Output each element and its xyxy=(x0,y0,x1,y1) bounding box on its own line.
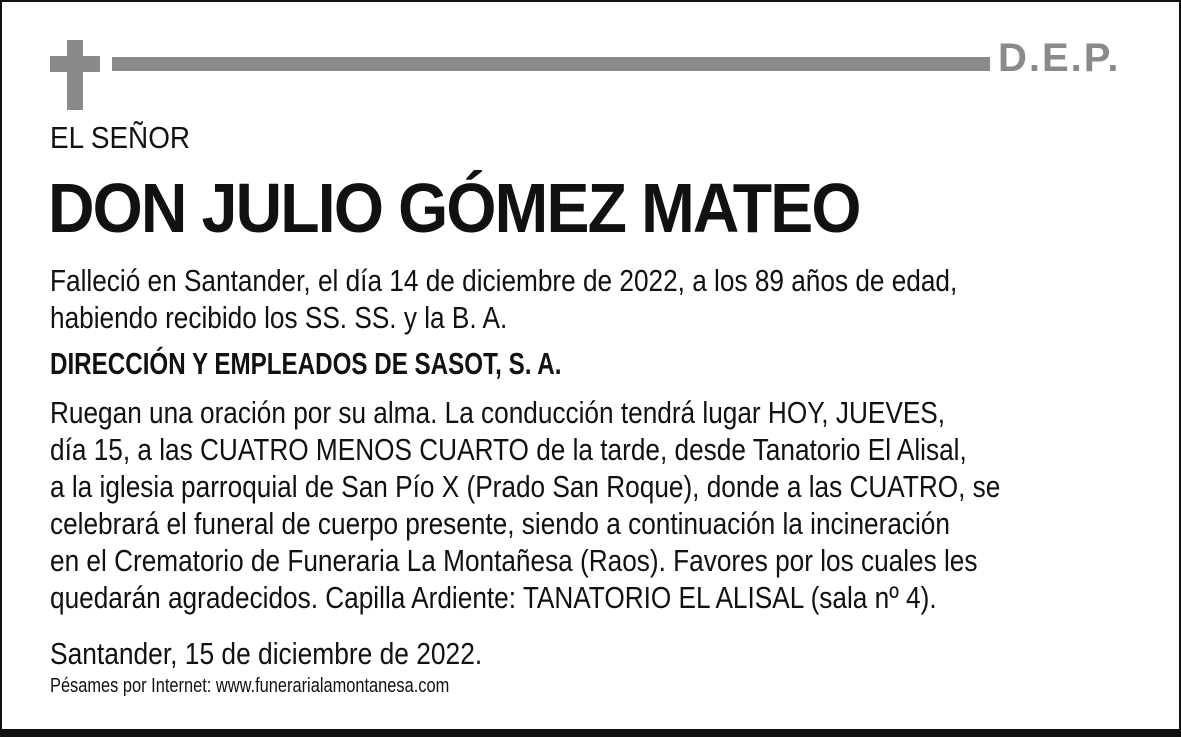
intro-line: Falleció en Santander, el día 14 de diciembre de 2022, a los 89 años de edad, xyxy=(50,263,958,298)
header-rule xyxy=(112,57,990,71)
honorific: EL SEÑOR xyxy=(50,120,191,155)
dep-label: D.E.P. xyxy=(998,36,1121,80)
body-line: celebrará el funeral de cuerpo presente, siendo a continuación la incineración xyxy=(50,506,950,541)
body-line: a la iglesia parroquial de San Pío X (Prado San Roque), donde a las CUATRO, se xyxy=(50,469,1001,504)
body-line: quedarán agradecidos. Capilla Ardiente: TANATORIO EL ALISAL (sala nº 4). xyxy=(50,580,937,615)
body-paragraph xyxy=(50,394,1000,616)
cross-icon xyxy=(50,40,100,110)
place-date: Santander, 15 de diciembre de 2022. xyxy=(50,636,483,671)
company-name: DIRECCIÓN Y EMPLEADOS DE SASOT, S. A. xyxy=(50,346,562,381)
body-line: día 15, a las CUATRO MENOS CUARTO de la tarde, desde Tanatorio El Alisal, xyxy=(50,432,967,467)
deceased-name: DON JULIO GÓMEZ MATEO xyxy=(48,169,860,247)
intro-line: habiendo recibido los SS. SS. y la B. A. xyxy=(50,300,508,335)
intro-paragraph xyxy=(50,262,957,336)
body-line: en el Crematorio de Funeraria La Montañesa (Raos). Favores por los cuales les xyxy=(50,543,978,578)
condolences-link[interactable]: Pésames por Internet: www.funerarialamontanesa.com xyxy=(50,675,450,697)
body-line: Ruegan una oración por su alma. La conducción tendrá lugar HOY, JUEVES, xyxy=(50,395,946,430)
